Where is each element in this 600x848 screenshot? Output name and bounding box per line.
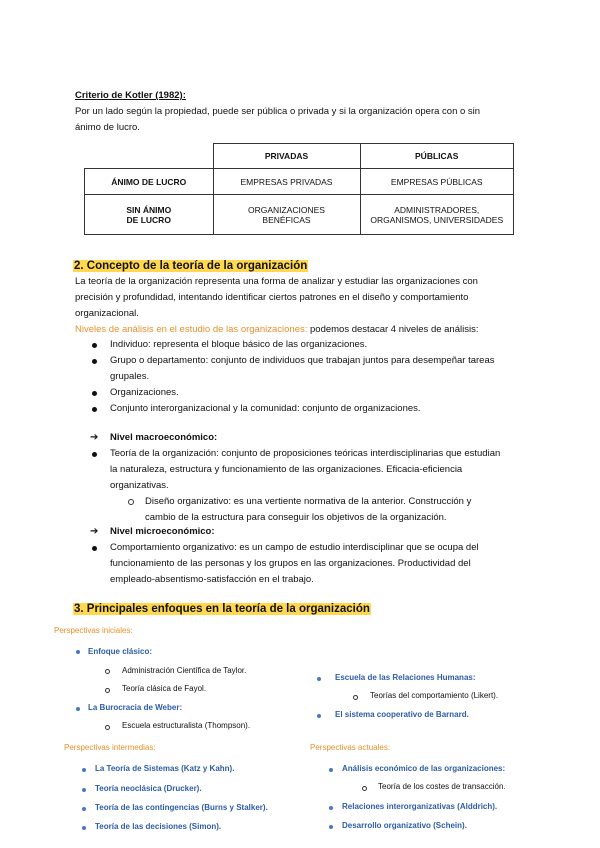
- decisiones-item: Teoría de las decisiones (Simon).: [95, 822, 222, 831]
- hollow-bullet-icon: [105, 669, 110, 674]
- bullet-icon: [317, 714, 321, 718]
- fayol-item: Teoría clásica de Fayol.: [122, 684, 207, 693]
- likert-item: Teorías del comportamiento (Likert).: [370, 691, 499, 700]
- table-header-publicas: PÚBLICAS: [360, 144, 514, 169]
- bullet-icon: [82, 826, 86, 830]
- section-2-heading-text: 2. Concepto de la teoría de la organización: [74, 260, 308, 272]
- table-cell-administradores: [360, 195, 514, 235]
- bullet-icon: [329, 806, 333, 810]
- table-cell-empresas-privadas: EMPRESAS PRIVADAS: [213, 169, 360, 195]
- contingencias-item: Teoría de las contingencias (Burns y Stalker).: [95, 803, 268, 812]
- section-3-heading-text: 3. Principales enfoques en la teoría de la organización: [74, 603, 370, 615]
- hollow-bullet-icon: [105, 725, 110, 730]
- levels-intro: [75, 322, 478, 338]
- level-grupo-line-1: Grupo o departamento: conjunto de individuos que trabajan juntos para desempeñar tareas: [110, 355, 495, 366]
- perspectivas-intermedias-heading: Perspectivas intermedias:: [64, 743, 156, 752]
- bullet-icon: [92, 407, 97, 412]
- bullet-icon: [82, 768, 86, 772]
- bullet-icon: [82, 807, 86, 811]
- desarrollo-item: Desarrollo organizativo (Schein).: [342, 821, 467, 830]
- bullet-icon: [92, 359, 97, 364]
- drucker-item: Teoría neoclásica (Drucker).: [95, 784, 202, 793]
- macro-subitem-line-2: cambio de la estructura para conseguir los objetivos de la organización.: [145, 512, 447, 523]
- table-corner: [85, 144, 214, 169]
- micro-item-line-2: funcionamiento de las personas y los grupos en las organizaciones. Productividad del: [110, 558, 471, 569]
- table-row-label-lucro: ÁNIMO DE LUCRO: [85, 169, 214, 195]
- thompson-item: Escuela estructuralista (Thompson).: [122, 721, 251, 730]
- table-row-label-sin-lucro-line-1: SIN ÁNIMO: [126, 204, 172, 215]
- section-2-heading: [73, 256, 308, 275]
- macro-item-line-1: Teoría de la organización: conjunto de proposiciones teóricas interdisciplinarias que estudian: [110, 448, 501, 459]
- kotler-title: Criterio de Kotler (1982):: [75, 90, 186, 101]
- relaciones-humanas-item: Escuela de las Relaciones Humanas:: [335, 673, 476, 682]
- taylor-item: Administración Científica de Taylor.: [122, 666, 247, 675]
- barnard-item: El sistema cooperativo de Barnard.: [335, 710, 469, 719]
- kotler-line-1: Por un lado según la propiedad, puede ser pública o privada y si la organización opera con o sin: [75, 106, 481, 117]
- arrow-right-icon: ➔: [90, 526, 99, 537]
- perspectivas-actuales-heading: Perspectivas actuales:: [310, 743, 391, 752]
- micro-heading: Nivel microeconómico:: [110, 526, 215, 537]
- bullet-icon: [82, 788, 86, 792]
- interorg-item: Relaciones interorganizativas (Alddrich).: [342, 802, 498, 811]
- micro-item-line-3: empleado-absentismo-satisfacción en el trabajo.: [110, 574, 314, 585]
- macro-heading: Nivel macroeconómico:: [110, 432, 218, 443]
- bullet-icon: [92, 391, 97, 396]
- bullet-icon: [92, 452, 97, 457]
- hollow-bullet-icon: [128, 499, 134, 505]
- hollow-bullet-icon: [362, 786, 367, 791]
- bullet-icon: [92, 343, 97, 348]
- kotler-line-2: ánimo de lucro.: [75, 122, 140, 133]
- level-individuo: Individuo: representa el bloque básico de las organizaciones.: [110, 339, 368, 350]
- transaccion-item: Teoría de los costes de transacción.: [378, 782, 506, 791]
- bullet-icon: [76, 707, 80, 711]
- weber-item: La Burocracia de Weber:: [88, 703, 183, 712]
- levels-intro-highlight: Niveles de análisis en el estudio de las organizaciones:: [75, 324, 308, 335]
- sistemas-item: La Teoría de Sistemas (Katz y Kahn).: [95, 764, 235, 773]
- bullet-icon: [92, 546, 97, 551]
- perspectivas-iniciales-heading: Perspectivas iniciales:: [54, 626, 133, 635]
- hollow-bullet-icon: [353, 695, 358, 700]
- section-3-heading: [73, 599, 371, 618]
- macro-item-line-2: la naturaleza, estructura y funcionamiento de las organizaciones. Eficacia-eficiencia: [110, 464, 463, 475]
- bullet-icon: [329, 768, 333, 772]
- enfoque-clasico: Enfoque clásico:: [88, 647, 153, 656]
- macro-subitem-line-1: Diseño organizativo: es una vertiente normativa de la anterior. Construcción y: [145, 496, 472, 507]
- table-cell-administradores-line-2: ORGANISMOS, UNIVERSIDADES: [370, 214, 504, 225]
- table-header-privadas: PRIVADAS: [213, 144, 360, 169]
- table-cell-administradores-line-1: ADMINISTRADORES,: [394, 204, 480, 215]
- section-2-paragraph-line-2: precisión y profundidad, intentando identificar ciertos patrones en el diseño y comportamiento: [75, 292, 469, 303]
- bullet-icon: [329, 825, 333, 829]
- macro-item-line-3: organizativas.: [110, 480, 169, 491]
- bullet-icon: [317, 677, 321, 681]
- table-cell-org-beneficas: [213, 195, 360, 235]
- level-grupo-line-2: grupales.: [110, 371, 150, 382]
- levels-intro-rest: podemos destacar 4 niveles de análisis:: [307, 324, 479, 335]
- micro-item-line-1: Comportamiento organizativo: es un campo de estudio interdisciplinar que se ocupa del: [110, 542, 479, 553]
- economico-item: Análisis económico de las organizaciones:: [342, 764, 506, 773]
- table-row-label-sin-lucro: [85, 195, 214, 235]
- section-2-paragraph-line-1: La teoría de la organización representa una forma de analizar y estudiar las organizaciones con: [75, 276, 478, 287]
- level-organizaciones: Organizaciones.: [110, 387, 179, 398]
- bullet-icon: [76, 650, 80, 654]
- table-row-label-sin-lucro-line-2: DE LUCRO: [126, 214, 171, 225]
- arrow-right-icon: ➔: [90, 432, 99, 443]
- kotler-table: [84, 143, 514, 235]
- hollow-bullet-icon: [105, 688, 110, 693]
- table-cell-org-beneficas-line-1: ORGANIZACIONES: [248, 204, 325, 215]
- table-cell-org-beneficas-line-2: BENÉFICAS: [262, 214, 311, 225]
- section-2-paragraph-line-3: organizacional.: [75, 308, 139, 319]
- table-cell-empresas-publicas: EMPRESAS PÚBLICAS: [360, 169, 514, 195]
- level-interorganizacional: Conjunto interorganizacional y la comunidad: conjunto de organizaciones.: [110, 403, 421, 414]
